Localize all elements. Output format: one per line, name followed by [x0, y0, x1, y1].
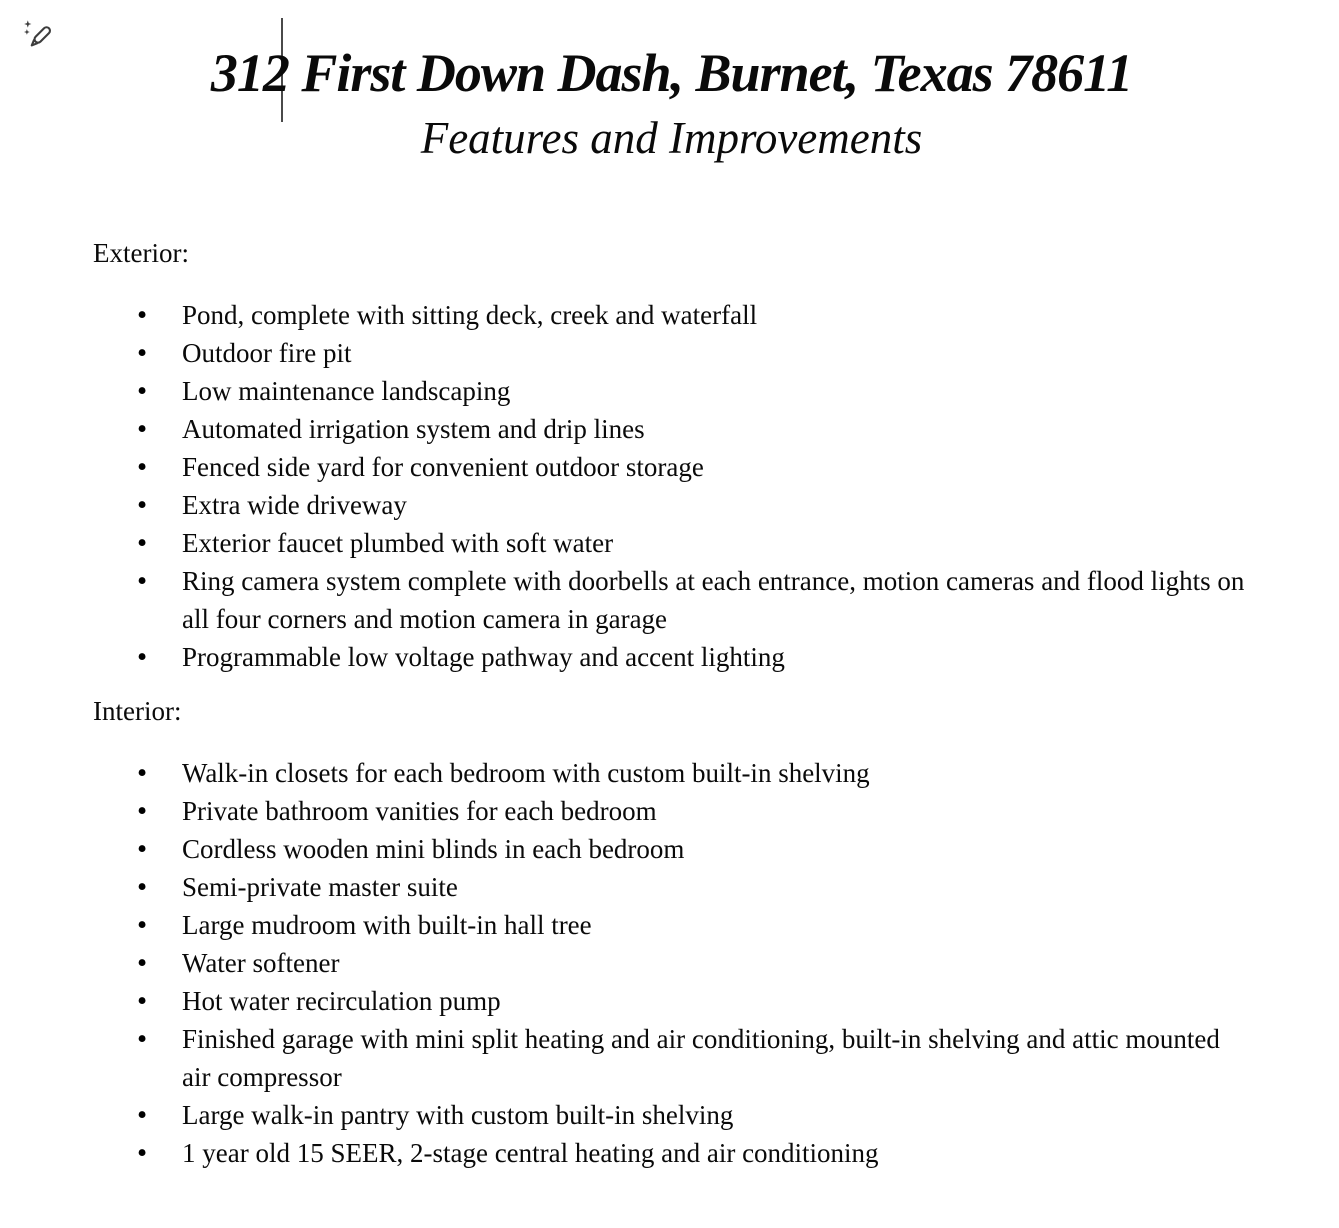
section-heading: Interior:	[93, 695, 182, 726]
list-item: • 1 year old 15 SEER, 2-stage central heating and air conditioning	[93, 1134, 1250, 1172]
feature-list	[93, 296, 1250, 676]
page-title: 312 First Down Dash, Burnet, Texas 78611	[210, 43, 1133, 103]
list-item: • Water softener	[93, 944, 1250, 982]
document-content	[93, 0, 1250, 1172]
sections-container	[93, 234, 1250, 1172]
list-item: • Large mudroom with built-in hall tree	[93, 906, 1250, 944]
list-item: • Ring camera system complete with doorbells at each entrance, motion cameras and flood lights on all four corners and motion camera in garage	[93, 562, 1250, 638]
list-item: • Fenced side yard for convenient outdoor storage	[93, 448, 1250, 486]
list-item: • Walk-in closets for each bedroom with custom built-in shelving	[93, 754, 1250, 792]
list-item: • Low maintenance landscaping	[93, 372, 1250, 410]
pen-with-sparkles-icon[interactable]	[20, 18, 56, 54]
list-item: • Semi-private master suite	[93, 868, 1250, 906]
section-heading: Exterior:	[93, 237, 189, 268]
list-item: • Private bathroom vanities for each bedroom	[93, 792, 1250, 830]
list-item: • Programmable low voltage pathway and accent lighting	[93, 638, 1250, 676]
list-item: • Outdoor fire pit	[93, 334, 1250, 372]
list-item: • Automated irrigation system and drip lines	[93, 410, 1250, 448]
list-item: • Pond, complete with sitting deck, creek and waterfall	[93, 296, 1250, 334]
feature-list	[93, 754, 1250, 1172]
section	[93, 692, 1250, 1172]
list-item: • Extra wide driveway	[93, 486, 1250, 524]
list-item: • Finished garage with mini split heating and air conditioning, built-in shelving and attic mounted air compressor	[93, 1020, 1250, 1096]
list-item: • Hot water recirculation pump	[93, 982, 1250, 1020]
list-item: • Exterior faucet plumbed with soft water	[93, 524, 1250, 562]
page-subtitle: Features and Improvements	[420, 112, 923, 163]
list-item: • Large walk-in pantry with custom built-in shelving	[93, 1096, 1250, 1134]
list-item: • Cordless wooden mini blinds in each bedroom	[93, 830, 1250, 868]
section	[93, 234, 1250, 676]
